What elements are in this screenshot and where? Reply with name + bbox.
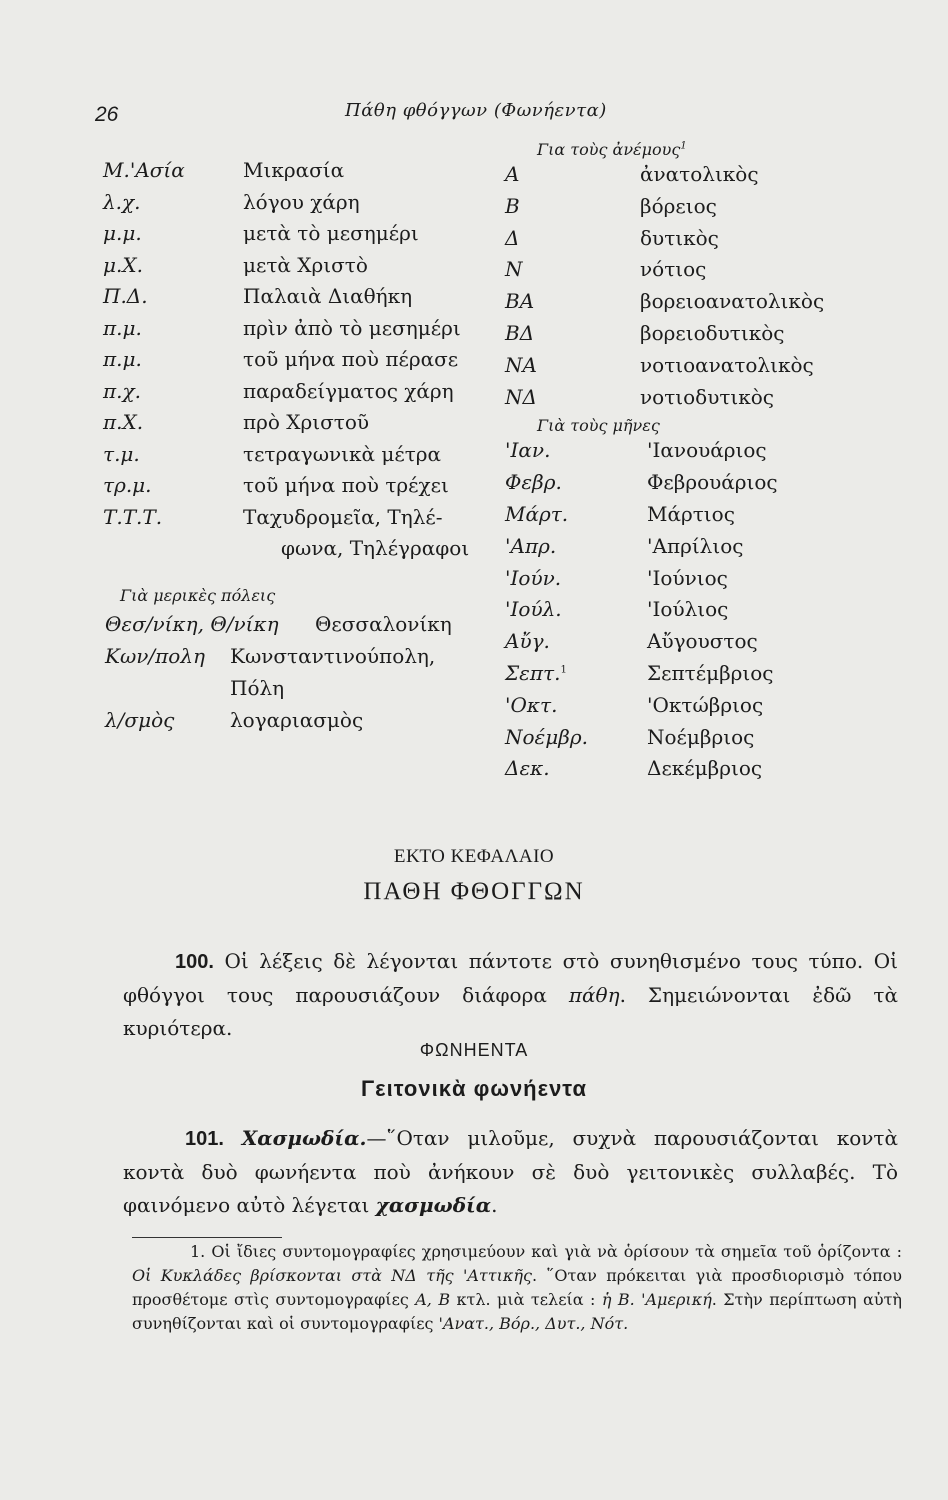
abbreviation: λ/σμὸς — [105, 708, 175, 732]
abbreviation: ΒΑ — [505, 289, 535, 314]
abbreviation: 'Οκτ. — [505, 692, 558, 717]
abbreviation-meaning: Θεσσαλονίκη — [315, 612, 452, 636]
paragraph-text: Οἱ λέξεις δὲ λέγονται πάντοτε στὸ συνηθισμένο τους τύπο. Οἱ φθόγγοι τους παρουσιάζουν διάφορα — [123, 949, 898, 1007]
list-item — [103, 410, 493, 442]
abbreviation-meaning: ἀνατολικὸς — [640, 162, 759, 186]
footnote-divider — [132, 1237, 282, 1238]
page-number: 26 — [95, 103, 119, 126]
list-item — [505, 194, 835, 226]
abbreviation: Τ.Τ.Τ. — [103, 504, 163, 529]
abbreviation-meaning: Πόλη — [230, 676, 285, 700]
abbreviation-meaning: λόγου χάρη — [243, 189, 360, 214]
abbreviation-meaning: Μάρτιος — [647, 501, 735, 526]
footnote-marker: 1. — [190, 1242, 206, 1261]
list-item — [103, 190, 493, 222]
abbreviation-meaning: Κωνσταντινούπολη, — [230, 644, 436, 668]
footnote-text: . ῞Οταν πρόκειται γιὰ προσδιορισμὸ τόπου προσθέτομε στὶς συντομογραφίες — [132, 1266, 902, 1309]
footnote-text: κτλ. μιὰ τελεία : — [450, 1290, 602, 1309]
list-item — [103, 536, 493, 568]
abbreviation: Μάρτ. — [505, 501, 569, 526]
abbreviation: μ.μ. — [103, 221, 142, 245]
abbreviation: μ.Χ. — [103, 252, 143, 277]
footnote-emphasis: ἡ Β. 'Αμερική — [601, 1290, 712, 1309]
footnote-text: Οἱ ἴδιες συντομογραφίες χρησιμεύουν καὶ γιὰ νὰ ὁρίσουν τὰ σημεῖα τοῦ ὁρίζοντα : — [205, 1242, 902, 1261]
list-item — [103, 347, 493, 379]
abbreviation-meaning: δυτικὸς — [640, 225, 719, 250]
abbreviation: Θεσ/νίκη, Θ/νίκη — [105, 612, 279, 636]
abbreviations-left-list — [103, 158, 493, 568]
months-heading: Γιὰ τοὺς μῆνες — [537, 416, 660, 436]
list-item — [103, 284, 493, 316]
abbreviation: τρ.μ. — [103, 473, 152, 497]
list-item — [505, 321, 835, 353]
list-item — [505, 502, 835, 534]
list-item — [103, 505, 493, 537]
section-subheading: Γειτονικὰ φωνήεντα — [360, 1076, 588, 1101]
abbreviation: Β — [505, 193, 520, 218]
abbreviation-meaning: 'Οκτώβριος — [647, 692, 764, 717]
paragraph-text: . — [491, 1193, 498, 1217]
abbreviation-meaning: βορειοανατολικὸς — [640, 289, 825, 314]
abbreviation-meaning: 'Ιούλιος — [647, 597, 729, 622]
list-item — [505, 629, 835, 661]
abbreviation: τ.μ. — [103, 441, 140, 466]
chapter-subtitle: ΠΑΘΗ ΦΘΟΓΓΩΝ — [363, 878, 585, 905]
abbreviation-meaning: τετραγωνικὰ μέτρα — [243, 441, 442, 466]
abbreviation: 'Ιαν. — [505, 438, 551, 463]
cities-heading: Γιὰ μερικὲς πόλεις — [120, 586, 276, 605]
abbreviation: Α — [505, 162, 520, 186]
paragraph-text: —῞Οταν μιλοῦμε, συχνὰ παρουσιάζονται κοντὰ κοντὰ δυὸ φωνήεντα ποὺ ἀνήκουν σὲ δυὸ γειτονικὲς συλλαβές. Τὸ φαινόμενο αὐτὸ λέγεται — [123, 1126, 898, 1217]
winds-heading — [505, 140, 835, 162]
abbreviation: π.χ. — [103, 378, 141, 403]
abbreviation: Ν — [505, 257, 523, 282]
abbreviation: Μ.'Ασία — [103, 158, 185, 182]
abbreviation: Δεκ. — [505, 756, 550, 781]
abbreviation: λ.χ. — [103, 189, 141, 214]
list-item — [505, 470, 835, 502]
footnote — [132, 1240, 902, 1336]
paragraph-term: χασμωδία — [375, 1193, 492, 1217]
abbreviation-meaning: Αὔγουστος — [647, 629, 758, 654]
abbreviation-meaning: νοτιοδυτικὸς — [640, 384, 774, 409]
paragraph-text: . Σημειώνονται ἐδῶ τὰ κυριότερα. — [123, 983, 898, 1040]
abbreviation: 'Ιούν. — [505, 565, 562, 590]
footnote-emphasis: Α, Β — [415, 1290, 451, 1309]
abbreviation-meaning: βόρειος — [640, 193, 717, 218]
paragraph-number: 100. — [175, 951, 214, 973]
abbreviation — [505, 661, 567, 685]
winds-heading-text: Για τοὺς ἀνέμους — [537, 140, 681, 159]
list-item — [505, 534, 835, 566]
paragraph-number: 101. — [185, 1128, 224, 1150]
abbreviation-meaning: 'Ιούνιος — [647, 565, 728, 590]
abbreviation-meaning: Σεπτέμβριος — [647, 660, 774, 685]
list-item — [505, 566, 835, 598]
paragraph-emphasis: πάθη — [568, 983, 620, 1007]
list-item — [103, 316, 493, 348]
abbreviation: ΝΑ — [505, 352, 537, 377]
list-item — [505, 597, 835, 629]
paragraph-100 — [123, 945, 898, 1045]
abbreviation-meaning: Μικρασία — [243, 158, 345, 182]
list-item — [505, 385, 835, 417]
list-item — [103, 253, 493, 285]
section-heading: ΦΩΝΗΕΝΤΑ — [419, 1040, 529, 1060]
abbreviation: Αὔγ. — [505, 629, 550, 654]
list-item — [505, 725, 835, 757]
abbreviation-meaning: φωνα, Τηλέγραφοι — [281, 536, 470, 560]
abbreviation: ΝΔ — [505, 384, 537, 409]
abbreviation-meaning: μετὰ τὸ μεσημέρι — [243, 221, 419, 245]
abbreviation-meaning: πρὶν ἀπὸ τὸ μεσημέρι — [243, 315, 461, 340]
list-item — [103, 158, 493, 190]
abbreviation-meaning: πρὸ Χριστοῦ — [243, 410, 370, 434]
abbreviation: ΒΔ — [505, 320, 535, 345]
abbreviation: 'Απρ. — [505, 533, 557, 558]
abbreviation-meaning: μετὰ Χριστὸ — [243, 252, 368, 277]
abbreviation-meaning: βορειοδυτικὸς — [640, 320, 785, 345]
abbreviation-meaning: Δεκέμβριος — [647, 756, 763, 781]
abbreviation: Π.Δ. — [103, 284, 148, 308]
abbreviation: Φεβρ. — [505, 470, 562, 495]
abbreviation-meaning: τοῦ μήνα ποὺ τρέχει — [243, 473, 449, 497]
abbreviation: π.μ. — [103, 315, 142, 340]
abbreviation-meaning: τοῦ μήνα ποὺ πέρασε — [243, 347, 459, 371]
abbreviation-meaning: λογαριασμὸς — [230, 708, 364, 732]
abbreviation-meaning: παραδείγματος χάρη — [243, 378, 454, 403]
list-item — [103, 221, 493, 253]
paragraph-101 — [123, 1122, 898, 1222]
abbreviation-meaning: 'Απρίλιος — [647, 533, 744, 558]
abbreviation: π.μ. — [103, 347, 142, 371]
list-item — [505, 289, 835, 321]
abbreviation: Κων/πολη — [105, 644, 205, 668]
abbreviation-meaning: νοτιοανατολικὸς — [640, 352, 814, 377]
abbreviation-meaning: νότιος — [640, 257, 707, 282]
list-item — [505, 756, 835, 788]
list-item — [505, 162, 835, 194]
abbreviation-meaning: 'Ιανουάριος — [647, 438, 767, 463]
running-header: Πάθη φθόγγων (Φωνήεντα) — [345, 100, 607, 121]
footnote-emphasis: Οἱ Κυκλάδες βρίσκονται στὰ ΝΔ τῆς 'Αττικῆς — [132, 1266, 532, 1285]
list-item — [505, 257, 835, 289]
footnote-emphasis: 'Ανατ., Βόρ., Δυτ., Νότ. — [438, 1314, 629, 1333]
list-item — [505, 353, 835, 385]
abbreviation: Νοέμβρ. — [505, 724, 588, 749]
chapter-title: ΕΚΤΟ ΚΕΦΑΛΑΙΟ — [393, 846, 555, 867]
right-column — [505, 140, 835, 788]
abbreviation: π.Χ. — [103, 410, 144, 434]
abbreviation-meaning: Παλαιὰ Διαθήκη — [243, 284, 413, 308]
list-item — [505, 693, 835, 725]
list-item — [103, 442, 493, 474]
paragraph-term: Χασμωδία. — [241, 1126, 367, 1150]
footnote-reference: 1 — [560, 664, 567, 676]
list-item — [505, 661, 835, 693]
abbreviation-meaning: Νοέμβριος — [647, 724, 755, 749]
abbreviation: 'Ιούλ. — [505, 597, 562, 622]
list-item — [505, 438, 835, 470]
abbreviation-meaning: Ταχυδρομεῖα, Τηλέ- — [243, 504, 443, 529]
abbreviation-text: Σεπτ. — [505, 660, 561, 685]
list-item — [505, 226, 835, 258]
list-item — [103, 379, 493, 411]
abbreviation: Δ — [505, 225, 520, 250]
list-item — [103, 473, 493, 505]
abbreviation-meaning: Φεβρουάριος — [647, 470, 778, 495]
footnote-text: . Στὴν περίπτωση αὐτὴ συνηθίζονται καὶ οἱ συντομογραφίες — [132, 1290, 903, 1333]
footnote-reference: 1 — [680, 140, 687, 152]
